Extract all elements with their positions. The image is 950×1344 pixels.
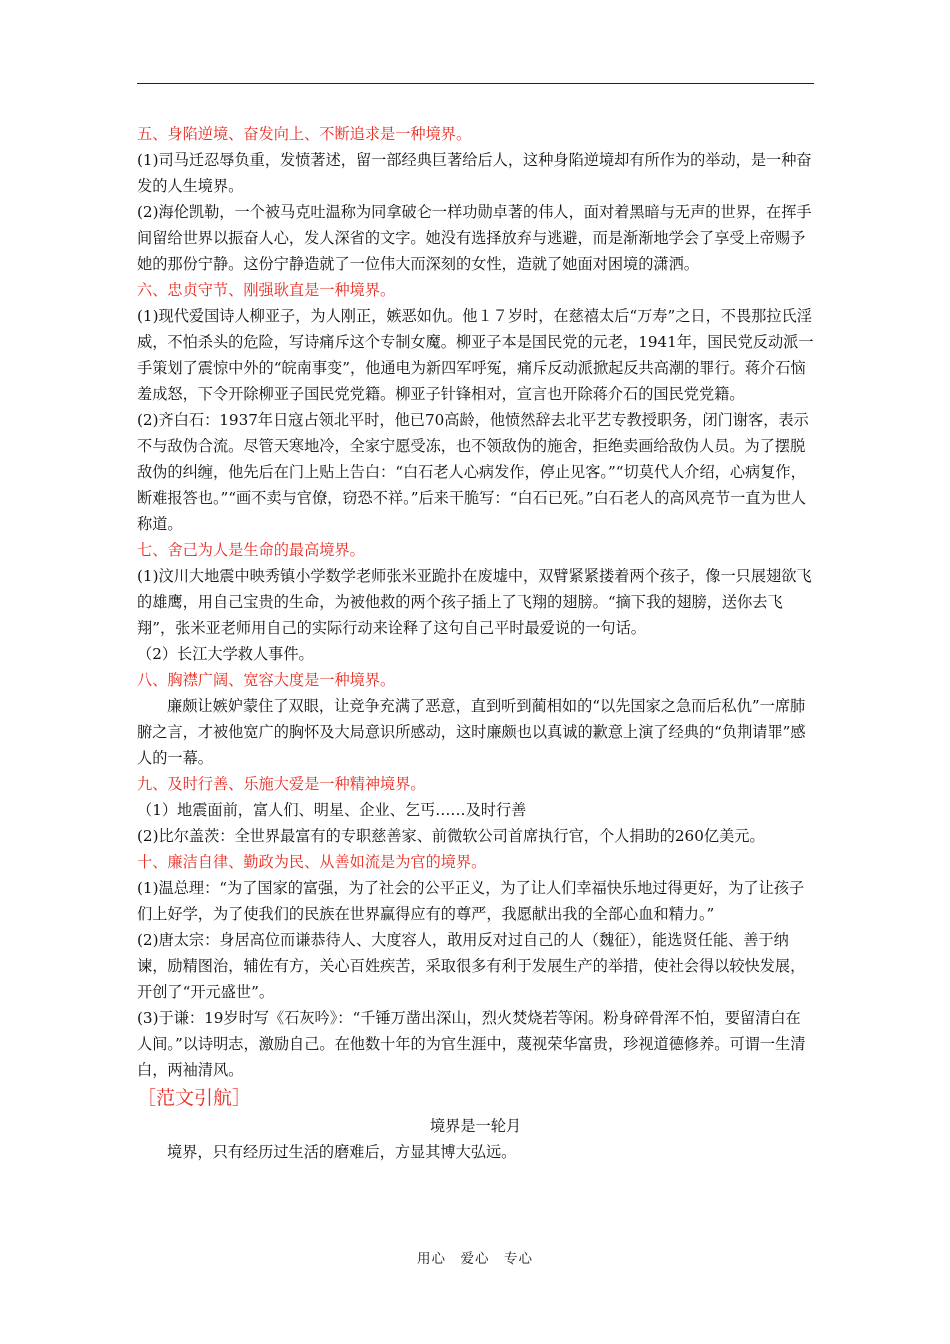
header-rule — [137, 83, 814, 84]
paragraph: (2)比尔盖茨：全世界最富有的专职慈善家、前微软公司首席执行官，个人捐助的260亿美元。 — [137, 827, 765, 845]
paragraph: (2)海伦凯勒，一个被马克吐温称为同拿破仑一样功勋卓著的伟人，面对着黑暗与无声的世界，在挥手间留给世界以振奋人心，发人深省的文字。她没有选择放弃与逃避，而是渐渐地学会了享受上帝赐予她的那份宁静。这份宁静造就了一位伟大而深刻的女性，造就了她面对困境的潇洒。 — [137, 203, 812, 273]
page-footer: 用心 爱心 专心 — [417, 1251, 533, 1267]
document-body — [137, 121, 814, 1165]
paragraph: (1)司马迁忍辱负重，发愤著述，留一部经典巨著给后人，这种身陷逆境却有所作为的举动，是一种奋发的人生境界。 — [137, 151, 812, 195]
paragraph: (3)于谦：19岁时写《石灰吟》：“千锤万凿出深山，烈火焚烧若等闲。粉身碎骨浑不怕，要留清白在人间。”以诗明志，激励自己。在他数十年的为官生涯中，蔑视荣华富贵，珍视道德修养。可谓一生清白，两袖清风。 — [137, 1009, 806, 1079]
section-label: ［范文引航］ — [137, 1087, 252, 1109]
section-heading: 五、身陷逆境、奋发向上、不断追求是一种境界。 — [137, 125, 472, 143]
paragraph: （2）长江大学救人事件。 — [137, 645, 314, 663]
paragraph: (2)齐白石：1937年日寇占领北平时，他已70高龄，他愤然辞去北平艺专教授职务，闭门谢客，表示不与敌伪合流。尽管天寒地冷，全家宁愿受冻，也不领敌伪的施舍，拒绝卖画给敌伪人员。为了摆脱敌伪的纠缠，他先后在门上贴上告白：“白石老人心病发作，停止见客。”“切莫代人介绍，心病复作，断难报答也。”“画不卖与官僚，窃恐不祥。”后来干脆写：“白石已死。”白石老人的高风亮节一直为世人称道。 — [137, 411, 809, 533]
section-heading: 七、舍己为人是生命的最高境界。 — [137, 541, 365, 559]
paragraph: 廉颇让嫉妒蒙住了双眼，让竞争充满了恶意，直到听到蔺相如的“以先国家之急而后私仇”一席肺腑之言，才被他宽广的胸怀及大局意识所感动，这时廉颇也以真诚的歉意上演了经典的“负荆请罪”感人的一幕。 — [137, 697, 806, 767]
paragraph: (1)汶川大地震中映秀镇小学数学老师张米亚跪扑在废墟中，双臂紧紧搂着两个孩子，像一只展翅欲飞的雄鹰，用自己宝贵的生命，为被他救的两个孩子插上了飞翔的翅膀。“摘下我的翅膀，送你去飞翔”，张米亚老师用自己的实际行动来诠释了这句自己平时最爱说的一句话。 — [137, 567, 812, 637]
paragraph: (1)温总理：“为了国家的富强，为了社会的公平正义，为了让人们幸福快乐地过得更好，为了让孩子们上好学，为了使我们的民族在世界赢得应有的尊严，我愿献出我的全部心血和精力。” — [137, 879, 805, 923]
section-heading: 九、及时行善、乐施大爱是一种精神境界。 — [137, 775, 426, 793]
essay-title: 境界是一轮月 — [429, 1117, 522, 1135]
section-heading: 六、忠贞守节、刚强耿直是一种境界。 — [137, 281, 396, 299]
paragraph: (1)现代爱国诗人柳亚子，为人刚正，嫉恶如仇。他１７岁时，在慈禧太后“万寿”之日，不畏那拉氏淫威，不怕杀头的危险，写诗痛斥这个专制女魔。柳亚子本是国民党的元老，1941年，国民党反动派一手策划了震惊中外的“皖南事变”，他通电为新四军呼冤，痛斥反动派掀起反共高潮的罪行。蒋介石恼羞成怒，下令开除柳亚子国民党党籍。柳亚子针锋相对，宣言也开除蒋介石的国民党党籍。 — [137, 307, 814, 403]
section-heading: 十、廉洁自律、勤政为民、从善如流是为官的境界。 — [137, 853, 487, 871]
paragraph: (2)唐太宗：身居高位而谦恭待人、大度容人，敢用反对过自己的人（魏征），能选贤任能、善于纳谏，励精图治，辅佐有方，关心百姓疾苦，采取很多有利于发展生产的举措，使社会得以较快发展，开创了“开元盛世”。 — [137, 931, 806, 1001]
section-heading: 八、胸襟广阔、宽容大度是一种境界。 — [137, 671, 396, 689]
essay-first-line: 境界，只有经历过生活的磨难后，方显其博大弘远。 — [167, 1143, 517, 1161]
paragraph: （1）地震面前，富人们、明星、企业、乞丐……及时行善 — [137, 801, 527, 819]
